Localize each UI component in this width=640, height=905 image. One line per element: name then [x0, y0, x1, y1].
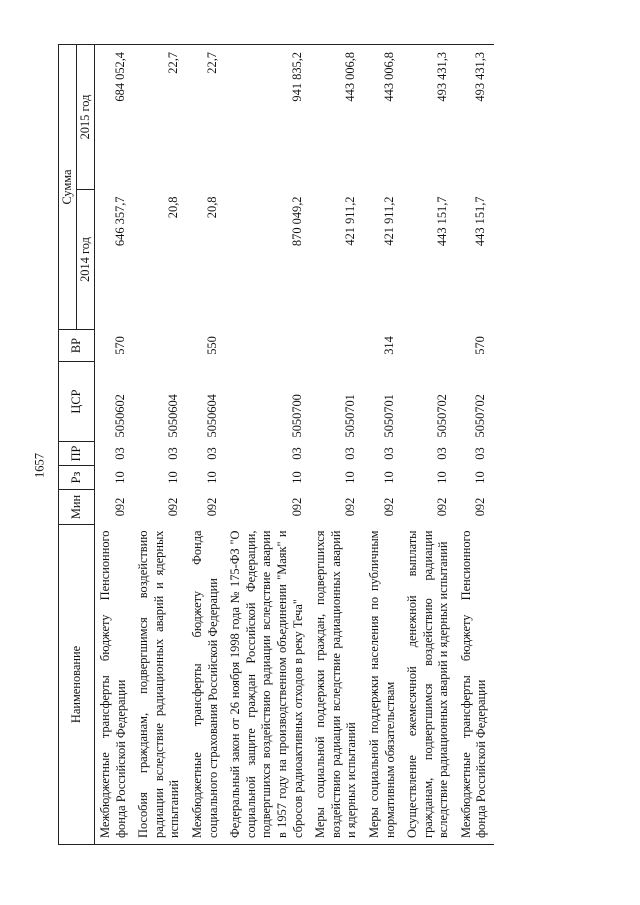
row-vr: 550 [204, 336, 219, 355]
table-row [402, 45, 456, 845]
table-row [187, 45, 225, 845]
row-rz: 10 [204, 471, 219, 484]
row-csr: 5050604 [166, 394, 181, 438]
budget-table [58, 44, 494, 845]
header-sum: Сумма [59, 45, 77, 330]
row-name: Осуществление ежемесячной денежной выплаты гражданам, подвергшимся воздействию радиации вследствие радиационных аварий и ядерных испытаний [402, 525, 456, 845]
table-row [95, 45, 134, 845]
row-rz: 10 [166, 471, 181, 484]
table-row [310, 45, 364, 845]
row-pr: 03 [435, 447, 450, 460]
table-header [59, 45, 95, 845]
row-name: Межбюджетные трансферты бюджету Пенсионного фонда Российской Федерации [456, 525, 494, 845]
row-sum-2014: 421 911,2 [343, 196, 358, 246]
table-row [225, 45, 310, 845]
row-min: 092 [435, 497, 450, 517]
row-csr: 5050602 [112, 394, 127, 438]
row-rz: 10 [381, 471, 396, 484]
row-sum-2015: 493 431,3 [402, 45, 456, 190]
row-pr: 03 [289, 447, 304, 460]
row-min: 092 [343, 497, 358, 517]
table-row [456, 45, 494, 845]
row-name: Меры социальной поддержки населения по публичным нормативным обязательствам [364, 525, 402, 845]
row-csr: 5050702 [473, 394, 488, 438]
table-row [133, 45, 187, 845]
row-sum-2015: 22,7 [187, 45, 225, 190]
row-sum-2014: 646 357,7 [112, 196, 127, 247]
row-name: Межбюджетные трансферты бюджету Фонда социального страхования Российской Федерации [187, 525, 225, 845]
row-min: 092 [381, 497, 396, 517]
header-csr: ЦСР [59, 362, 95, 442]
row-min: 092 [473, 497, 488, 517]
row-name: Федеральный закон от 26 ноября 1998 года № 175-ФЗ "О социальной защите граждан Российской Федерации, подвергшихся воздействию радиации вследствие аварии в 1957 году на производственном объединении "Маяк" и сбросов радиоактивных отходов в реку Теча" [225, 525, 310, 845]
row-sum-2015: 443 006,8 [310, 45, 364, 190]
row-pr: 03 [473, 447, 488, 460]
row-pr: 03 [381, 447, 396, 460]
row-name: Пособия гражданам, подвергшимся воздействию радиации вследствие радиационных аварий и ядерных испытаний [133, 525, 187, 845]
row-csr: 5050702 [435, 394, 450, 438]
header-vr: ВР [59, 330, 95, 362]
row-csr: 5050604 [204, 394, 219, 438]
header-pr: ПР [59, 442, 95, 466]
row-sum-2014: 870 049,2 [289, 196, 304, 247]
row-sum-2015: 22,7 [133, 45, 187, 190]
table-row [364, 45, 402, 845]
header-2015: 2015 год [77, 45, 95, 190]
row-sum-2014: 443 151,7 [473, 196, 488, 247]
row-sum-2014: 20,8 [166, 196, 181, 219]
row-csr: 5050701 [381, 394, 396, 438]
header-2014: 2014 год [77, 190, 95, 330]
row-vr: 570 [112, 336, 127, 355]
row-csr: 5050700 [289, 394, 304, 438]
row-sum-2015: 443 006,8 [364, 45, 402, 190]
row-rz: 10 [289, 471, 304, 484]
header-min: Мин [59, 490, 95, 525]
row-pr: 03 [112, 447, 127, 460]
row-sum-2015: 941 835,2 [225, 45, 310, 190]
row-sum-2015: 493 431,3 [456, 45, 494, 190]
row-min: 092 [289, 497, 304, 517]
page-number: 1657 [32, 453, 47, 479]
row-rz: 10 [112, 471, 127, 484]
row-csr: 5050701 [343, 394, 358, 438]
row-vr [225, 330, 310, 362]
row-vr [133, 330, 187, 362]
row-vr [402, 330, 456, 362]
row-sum-2015: 684 052,4 [95, 45, 134, 190]
row-name: Меры социальной поддержки граждан, подвергшихся воздействию радиации вследствие радиационных аварий и ядерных испытаний [310, 525, 364, 845]
row-pr: 03 [166, 447, 181, 460]
row-pr: 03 [204, 447, 219, 460]
header-name: Наименование [59, 525, 95, 845]
row-sum-2014: 421 911,2 [381, 196, 396, 246]
table-body [95, 45, 495, 845]
row-name: Межбюджетные трансферты бюджету Пенсионного фонда Российской Федерации [95, 525, 134, 845]
row-rz: 10 [473, 471, 488, 484]
row-vr [310, 330, 364, 362]
row-min: 092 [166, 497, 181, 517]
row-rz: 10 [343, 471, 358, 484]
budget-table-sheet [58, 45, 586, 845]
row-rz: 10 [435, 471, 450, 484]
row-vr: 314 [381, 336, 396, 355]
row-pr: 03 [343, 447, 358, 460]
row-min: 092 [204, 497, 219, 517]
row-vr: 570 [473, 336, 488, 355]
row-sum-2014: 443 151,7 [435, 196, 450, 247]
row-min: 092 [112, 497, 127, 517]
row-sum-2014: 20,8 [204, 196, 219, 219]
header-rz: Рз [59, 466, 95, 490]
